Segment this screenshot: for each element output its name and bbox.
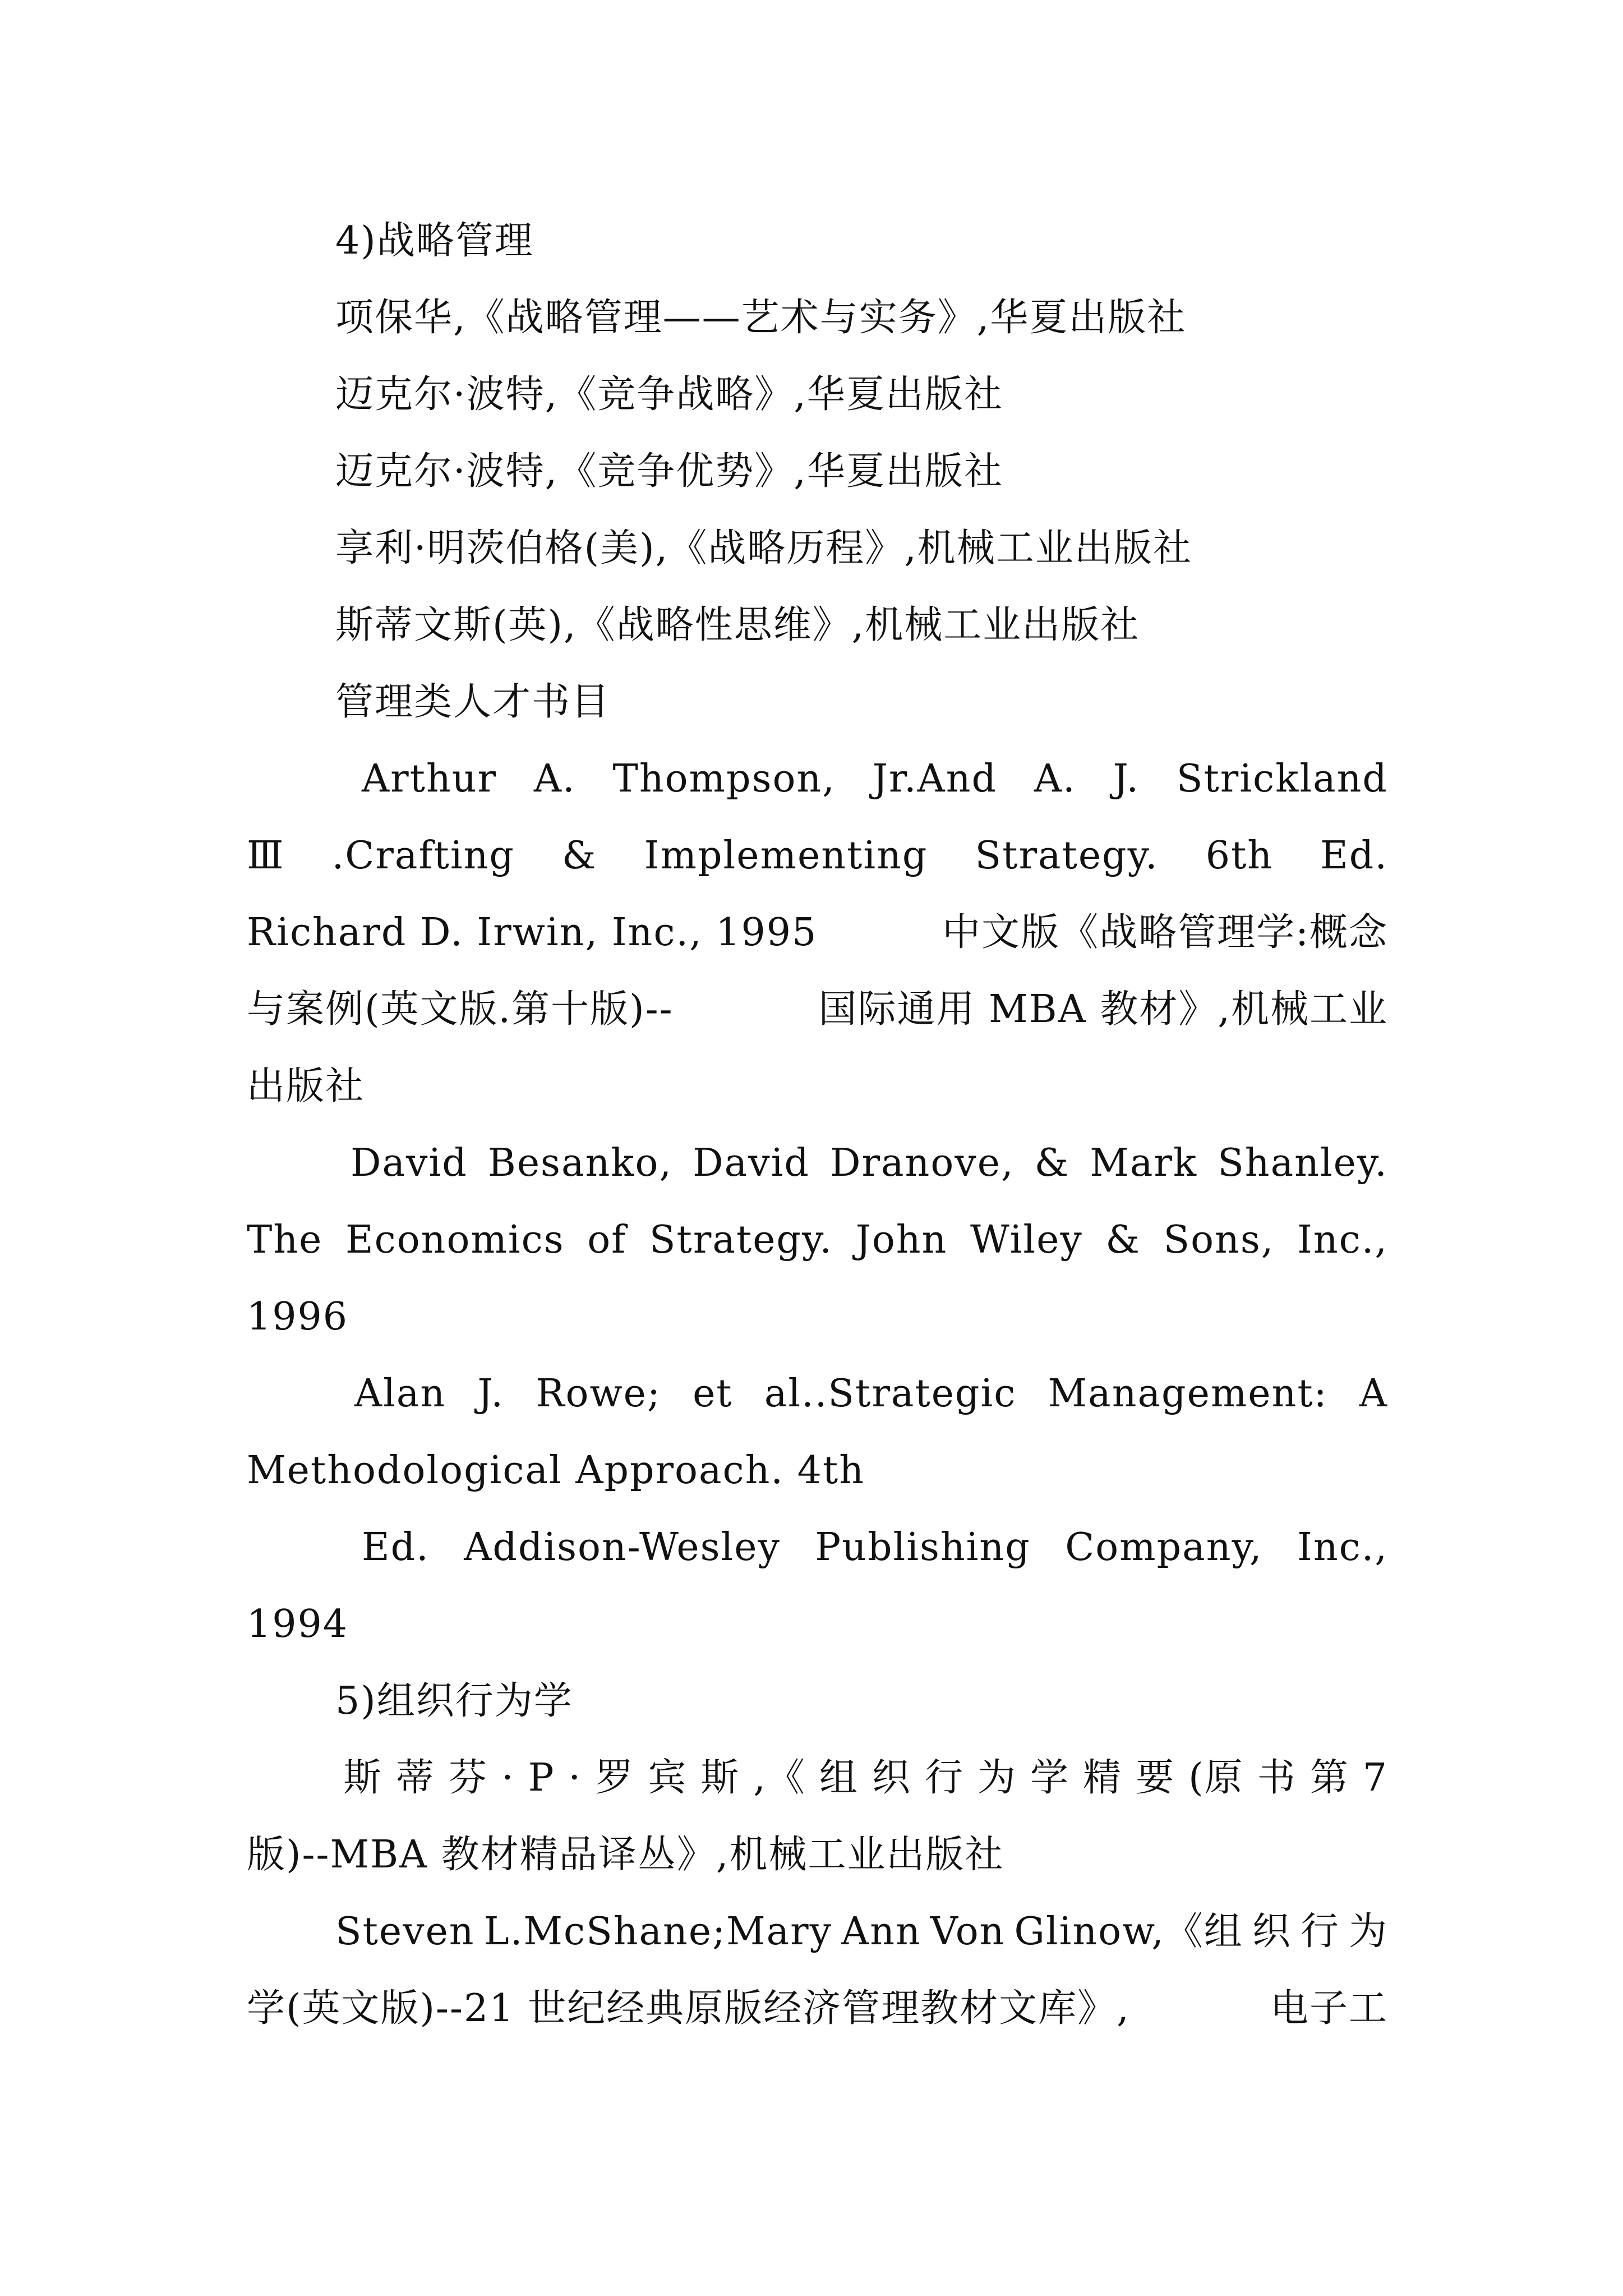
word: Addison-Wesley bbox=[464, 1525, 781, 1570]
word: Alan bbox=[354, 1372, 446, 1416]
reference-mcshane-line2 bbox=[247, 1981, 1388, 2037]
char: 为 bbox=[977, 1756, 1017, 1800]
word: J. bbox=[1113, 757, 1140, 801]
reference-besanko-line2 bbox=[247, 1212, 1388, 1268]
word: Thompson, bbox=[612, 757, 836, 801]
word: Ⅲ bbox=[247, 834, 285, 878]
word: & bbox=[1105, 1218, 1141, 1262]
char: 宾 bbox=[648, 1756, 688, 1800]
char: ,《 bbox=[753, 1756, 806, 1800]
reference-rowe-line1 bbox=[354, 1366, 1388, 1422]
reference-besanko-line1 bbox=[351, 1135, 1388, 1191]
char: 书 bbox=[1257, 1756, 1297, 1800]
word: Mark bbox=[1090, 1141, 1198, 1185]
word: Shanley. bbox=[1218, 1141, 1388, 1185]
word: The bbox=[247, 1218, 323, 1262]
word: 6th bbox=[1205, 834, 1274, 878]
reference-mcshane-line1 bbox=[335, 1904, 1388, 1960]
word: L.McShane;Mary bbox=[483, 1910, 833, 1954]
word: Glinow,《组 bbox=[1014, 1910, 1243, 1954]
reference-thompson-line1 bbox=[362, 751, 1388, 807]
text-run: 国际通用 MBA 教材》,机械工业 bbox=[818, 987, 1388, 1032]
char: 行 bbox=[924, 1756, 964, 1800]
word: 行 bbox=[1300, 1910, 1340, 1954]
word: Company, bbox=[1065, 1525, 1263, 1570]
text-run: 与案例(英文版.第十版)-- bbox=[247, 987, 674, 1032]
book-entry: 迈克尔·波特,《竞争优势》,华夏出版社 bbox=[335, 449, 1003, 494]
word: et bbox=[693, 1372, 733, 1416]
reference-thompson-line2 bbox=[247, 828, 1388, 884]
reference-robbins-line1 bbox=[343, 1750, 1388, 1806]
text-run: 中文版《战略管理学:概念 bbox=[942, 910, 1388, 955]
text-run: 学(英文版)--21 世纪经典原版经济管理教材文库》, bbox=[247, 1986, 1130, 2031]
book-entry: 项保华,《战略管理——艺术与实务》,华夏出版社 bbox=[335, 296, 1187, 340]
word: Management: bbox=[1048, 1372, 1328, 1416]
word: J. bbox=[477, 1372, 505, 1416]
char: 蒂 bbox=[396, 1756, 436, 1800]
char: P bbox=[528, 1756, 555, 1800]
reference-thompson-line5: 出版社 bbox=[247, 1064, 365, 1108]
word: A. bbox=[533, 757, 576, 801]
word: Ed. bbox=[1320, 834, 1388, 878]
word: Besanko, bbox=[487, 1141, 673, 1185]
word: Strategy. bbox=[649, 1218, 833, 1262]
char: 组 bbox=[819, 1756, 859, 1800]
reference-thompson-line4 bbox=[247, 982, 1388, 1038]
word: Von bbox=[930, 1910, 1006, 1954]
word: Steven bbox=[335, 1910, 475, 1954]
word: of bbox=[587, 1218, 627, 1262]
char: · bbox=[501, 1756, 515, 1800]
word: Strickland bbox=[1176, 757, 1388, 801]
reference-besanko-line3: 1996 bbox=[247, 1295, 349, 1339]
word: Ed. bbox=[362, 1525, 430, 1570]
char: · bbox=[568, 1756, 582, 1800]
reference-rowe-line4: 1994 bbox=[247, 1602, 349, 1646]
book-entry: 迈克尔·波特,《竞争战略》,华夏出版社 bbox=[335, 372, 1003, 417]
text-run: 电子工 bbox=[1270, 1986, 1388, 2031]
word: A. bbox=[1034, 757, 1076, 801]
word: Ann bbox=[841, 1910, 921, 1954]
word: & bbox=[1034, 1141, 1070, 1185]
word: Economics bbox=[345, 1218, 565, 1262]
char: 学 bbox=[1030, 1756, 1070, 1800]
char: 芬 bbox=[449, 1756, 488, 1800]
book-entry: 享利·明茨伯格(美),《战略历程》,机械工业出版社 bbox=[335, 526, 1192, 570]
word: 织 bbox=[1252, 1910, 1292, 1954]
word: Rowe; bbox=[536, 1372, 661, 1416]
text-run: Richard D. Irwin, Inc., 1995 bbox=[247, 910, 818, 955]
subsection-title: 管理类人才书目 bbox=[335, 680, 611, 724]
section-heading-org-behavior: 5)组织行为学 bbox=[335, 1679, 573, 1723]
reference-rowe-line2: Methodological Approach. 4th bbox=[247, 1448, 865, 1493]
char: 织 bbox=[872, 1756, 911, 1800]
word: Inc., bbox=[1297, 1218, 1388, 1262]
word: Publishing bbox=[815, 1525, 1031, 1570]
word: 为 bbox=[1348, 1910, 1388, 1954]
word: Inc., bbox=[1297, 1525, 1388, 1570]
section-heading-strategy: 4)战略管理 bbox=[335, 219, 534, 263]
char: 精 bbox=[1083, 1756, 1123, 1800]
word: Wiley bbox=[970, 1218, 1083, 1262]
char: 罗 bbox=[595, 1756, 635, 1800]
word: al..Strategic bbox=[764, 1372, 1017, 1416]
word: John bbox=[855, 1218, 948, 1262]
word: Strategy. bbox=[975, 834, 1159, 878]
word: Implementing bbox=[644, 834, 928, 878]
word: A bbox=[1359, 1372, 1388, 1416]
word: David bbox=[351, 1141, 468, 1185]
char: 斯 bbox=[343, 1756, 383, 1800]
char: 第 bbox=[1310, 1756, 1349, 1800]
reference-thompson-line3 bbox=[247, 905, 1388, 961]
word: .Crafting bbox=[331, 834, 515, 878]
char: 斯 bbox=[700, 1756, 740, 1800]
reference-rowe-line3 bbox=[362, 1520, 1388, 1576]
char: 7 bbox=[1362, 1756, 1388, 1800]
word: & bbox=[562, 834, 597, 878]
word: Jr.And bbox=[872, 757, 998, 801]
word: David bbox=[693, 1141, 810, 1185]
word: Dranove, bbox=[829, 1141, 1015, 1185]
word: Sons, bbox=[1163, 1218, 1275, 1262]
book-entry: 斯蒂文斯(英),《战略性思维》,机械工业出版社 bbox=[335, 603, 1140, 647]
word: Arthur bbox=[362, 757, 497, 801]
char: (原 bbox=[1188, 1756, 1244, 1800]
reference-robbins-line2: 版)--MBA 教材精品译丛》,机械工业出版社 bbox=[247, 1833, 1004, 1877]
char: 要 bbox=[1136, 1756, 1175, 1800]
